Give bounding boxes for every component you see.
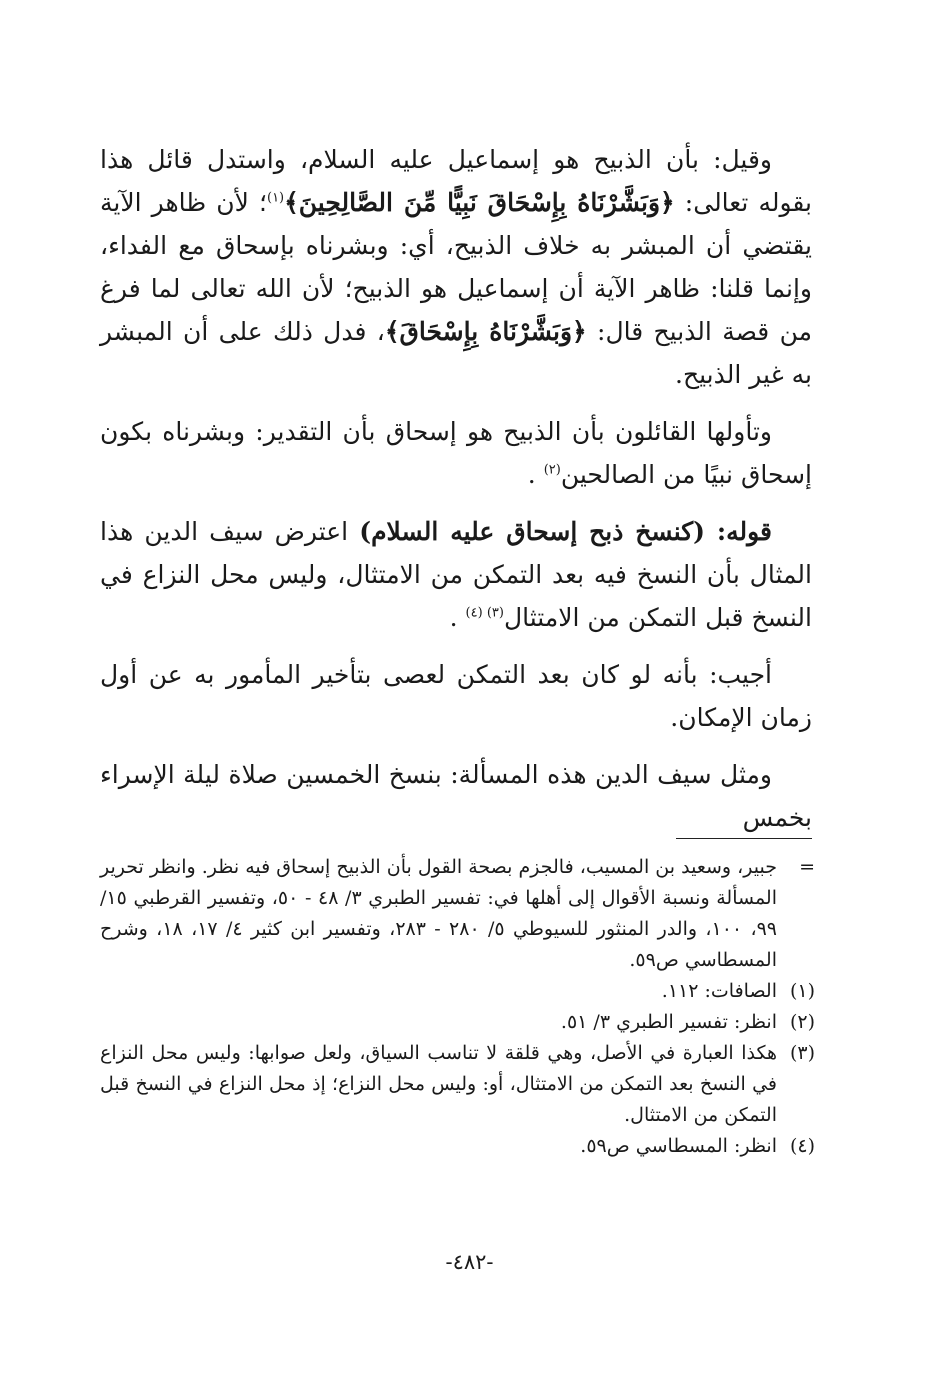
text-run: ؛ لأن ظاهر الآية يقتضي أن المبشر به خلاف الذبيح، أي: وبشرناه بإسحاق مع الفداء، وإنما قلنا: ظاهر الآية أن إسماعيل هو الذبيح؛ لأن الله تعالى لما فرغ من قصة الذبيح قال:: [100, 188, 812, 346]
text-run: .: [449, 603, 466, 632]
footnote-number: (٣): [789, 1042, 815, 1064]
footnote-text: انظر: تفسير الطبري ٣/ ٥١.: [560, 1011, 777, 1033]
paragraph-2: [100, 410, 812, 496]
footnote-item: [100, 976, 815, 1007]
main-text: [100, 138, 812, 853]
paragraph-5: ومثل سيف الدين هذه المسألة: بنسخ الخمسين صلاة ليلة الإسراء بخمس: [100, 760, 812, 832]
footnote-text: هكذا العبارة في الأصل، وهي قلقة لا تناسب السياق، ولعل صوابها: وليس محل النزاع في النسخ بعد التمكن من الامتثال، أو: وليس محل النزاع؛ إذ محل النزاع في النسخ قبل التمكن من الامتثال.: [100, 1042, 777, 1126]
paragraph-3: [100, 510, 812, 639]
quran-verse-1: ﴿وَبَشَّرْنَاهُ بِإِسْحَاقَ نَبِيًّا مِّنَ الصَّالِحِينَ﴾: [284, 188, 675, 217]
paragraph-1: [100, 138, 812, 396]
footnote-number: (٢): [789, 1011, 815, 1033]
footnote-ref-1: (١): [266, 190, 285, 206]
footnote-item: [100, 1131, 815, 1162]
continuation-mark: =: [799, 856, 815, 878]
paragraph-4: أجيب: بأنه لو كان بعد التمكن لعصى بتأخير المأمور به عن أول زمان الإمكان.: [100, 660, 812, 732]
footnote-continuation: [100, 852, 815, 976]
footnote-number: (٤): [789, 1135, 815, 1157]
footnotes: [100, 852, 815, 1162]
footnote-text: جبير، وسعيد بن المسيب، فالجزم بصحة القول بأن الذبيح إسحاق فيه نظر. وانظر تحرير المسألة ونسبة الأقوال إلى أهلها في: تفسير الطبري ٣/ ٤٨ - ٥٠، وتفسير القرطبي ١٥/ ٩٩، ١٠٠، والدر المنثور للسيوطي ٥/ ٢٨٠ - ٢٨٣، وتفسير ابن كثير ٤/ ١٧، ١٨، وشرح المسطاسي ص٥٩.: [100, 856, 778, 971]
footnote-text: الصافات: ١١٢.: [661, 980, 777, 1002]
footnote-item: [100, 1038, 815, 1131]
commentary-lead: قوله: (كنسخ ذبح إسحاق عليه السلام): [359, 517, 772, 546]
text-run: وقيل: بأن الذبيح هو إسماعيل عليه السلام، واستدل قائل هذا بقوله تعالى:: [100, 145, 812, 217]
footnote-text: انظر: المسطاسي ص٥٩.: [580, 1135, 777, 1157]
footnote-separator: [676, 838, 812, 839]
page-number: -٤٨٢-: [445, 1250, 494, 1274]
text-run: .: [527, 460, 544, 489]
text-run: وتأولها القائلون بأن الذبيح هو إسحاق بأن التقدير: وبشرناه بكون إسحاق نبيًا من الصالحين: [100, 417, 812, 489]
footnote-ref-2: (٢): [543, 462, 561, 478]
text-run: اعترض سيف الدين هذا المثال بأن النسخ فيه بعد التمكن من الامتثال، وليس محل النزاع في النسخ قبل التمكن من الامتثال: [100, 517, 812, 632]
footnote-number: (١): [789, 980, 815, 1002]
text-run: ، فدل ذلك على أن المبشر به غير الذبيح.: [100, 317, 812, 389]
footnote-item: [100, 1007, 815, 1038]
footnote-ref-3-4: (٣) (٤): [465, 605, 504, 621]
quran-verse-2: ﴿وَبَشَّرْنَاهُ بِإِسْحَاقَ﴾: [384, 317, 587, 346]
